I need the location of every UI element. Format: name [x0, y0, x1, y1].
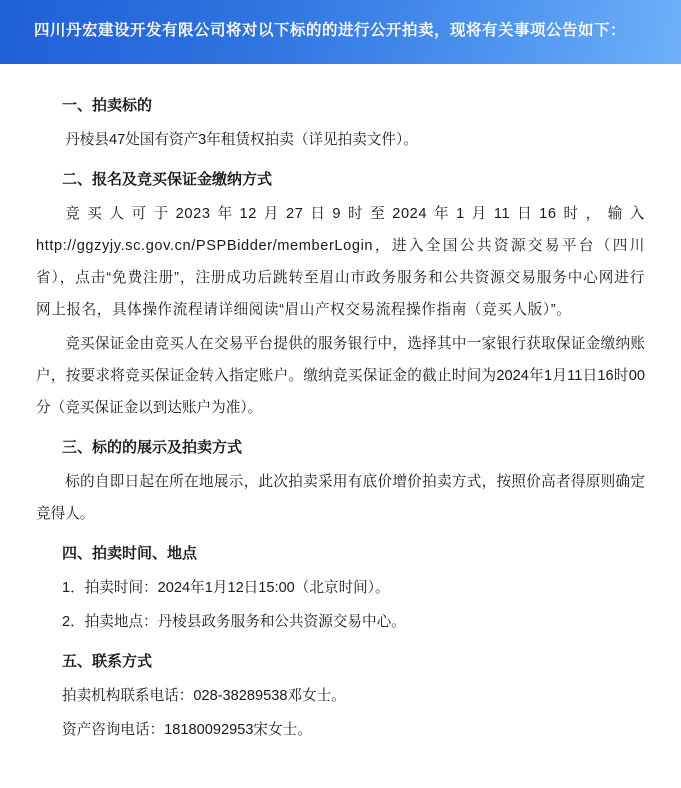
- section-heading-3: 三、标的的展示及拍卖方式: [62, 439, 243, 456]
- section-heading-1: 一、拍卖标的: [62, 97, 153, 114]
- section-1-paragraph-1: 丹棱县47处国有资产3年租赁权拍卖（详见拍卖文件）。: [65, 132, 418, 148]
- section-3-paragraph-1: 标的自即日起在所在地展示，此次拍卖采用有底价增价拍卖方式，按照价高者得原则确定竞得人。: [36, 474, 645, 522]
- section-5-item-1: 拍卖机构联系电话：028-38289538邓女士。: [62, 688, 346, 704]
- section-heading-4: 四、拍卖时间、地点: [62, 545, 198, 562]
- announcement-banner: [0, 0, 681, 64]
- section-4-item-2: 2．拍卖地点：丹棱县政务服务和公共资源交易中心。: [62, 614, 406, 630]
- section-heading-2: 二、报名及竞买保证金缴纳方式: [62, 171, 273, 188]
- section-2-paragraph-1: 竞买人可于2023年12月27日9时至2024年1月11日16时，输入http://ggzyjy.sc.gov.cn/PSPBidder/memberLogin，进入全国公共资源交易平台（四川省），点击“免费注册”，注册成功后跳转至眉山市政务服务和公共资源交易服务中心网进行网上报名，具体操作流程请详细阅读“眉山产权交易流程操作指南（竞买人版）”。: [36, 206, 645, 318]
- section-heading-5: 五、联系方式: [62, 653, 153, 670]
- section-2-paragraph-2: 竞买保证金由竞买人在交易平台提供的服务银行中，选择其中一家银行获取保证金缴纳账户，按要求将竞买保证金转入指定账户。缴纳竞买保证金的截止时间为2024年1月11日16时00分（竞买保证金以到达账户为准）。: [36, 336, 645, 416]
- section-5-item-2: 资产咨询电话：18180092953宋女士。: [62, 722, 312, 738]
- banner-title: 四川丹宏建设开发有限公司将对以下标的的进行公开拍卖，现将有关事项公告如下：: [34, 22, 627, 39]
- section-4-item-1: 1．拍卖时间：2024年1月12日15:00（北京时间）。: [62, 580, 390, 596]
- announcement-body: [0, 64, 681, 788]
